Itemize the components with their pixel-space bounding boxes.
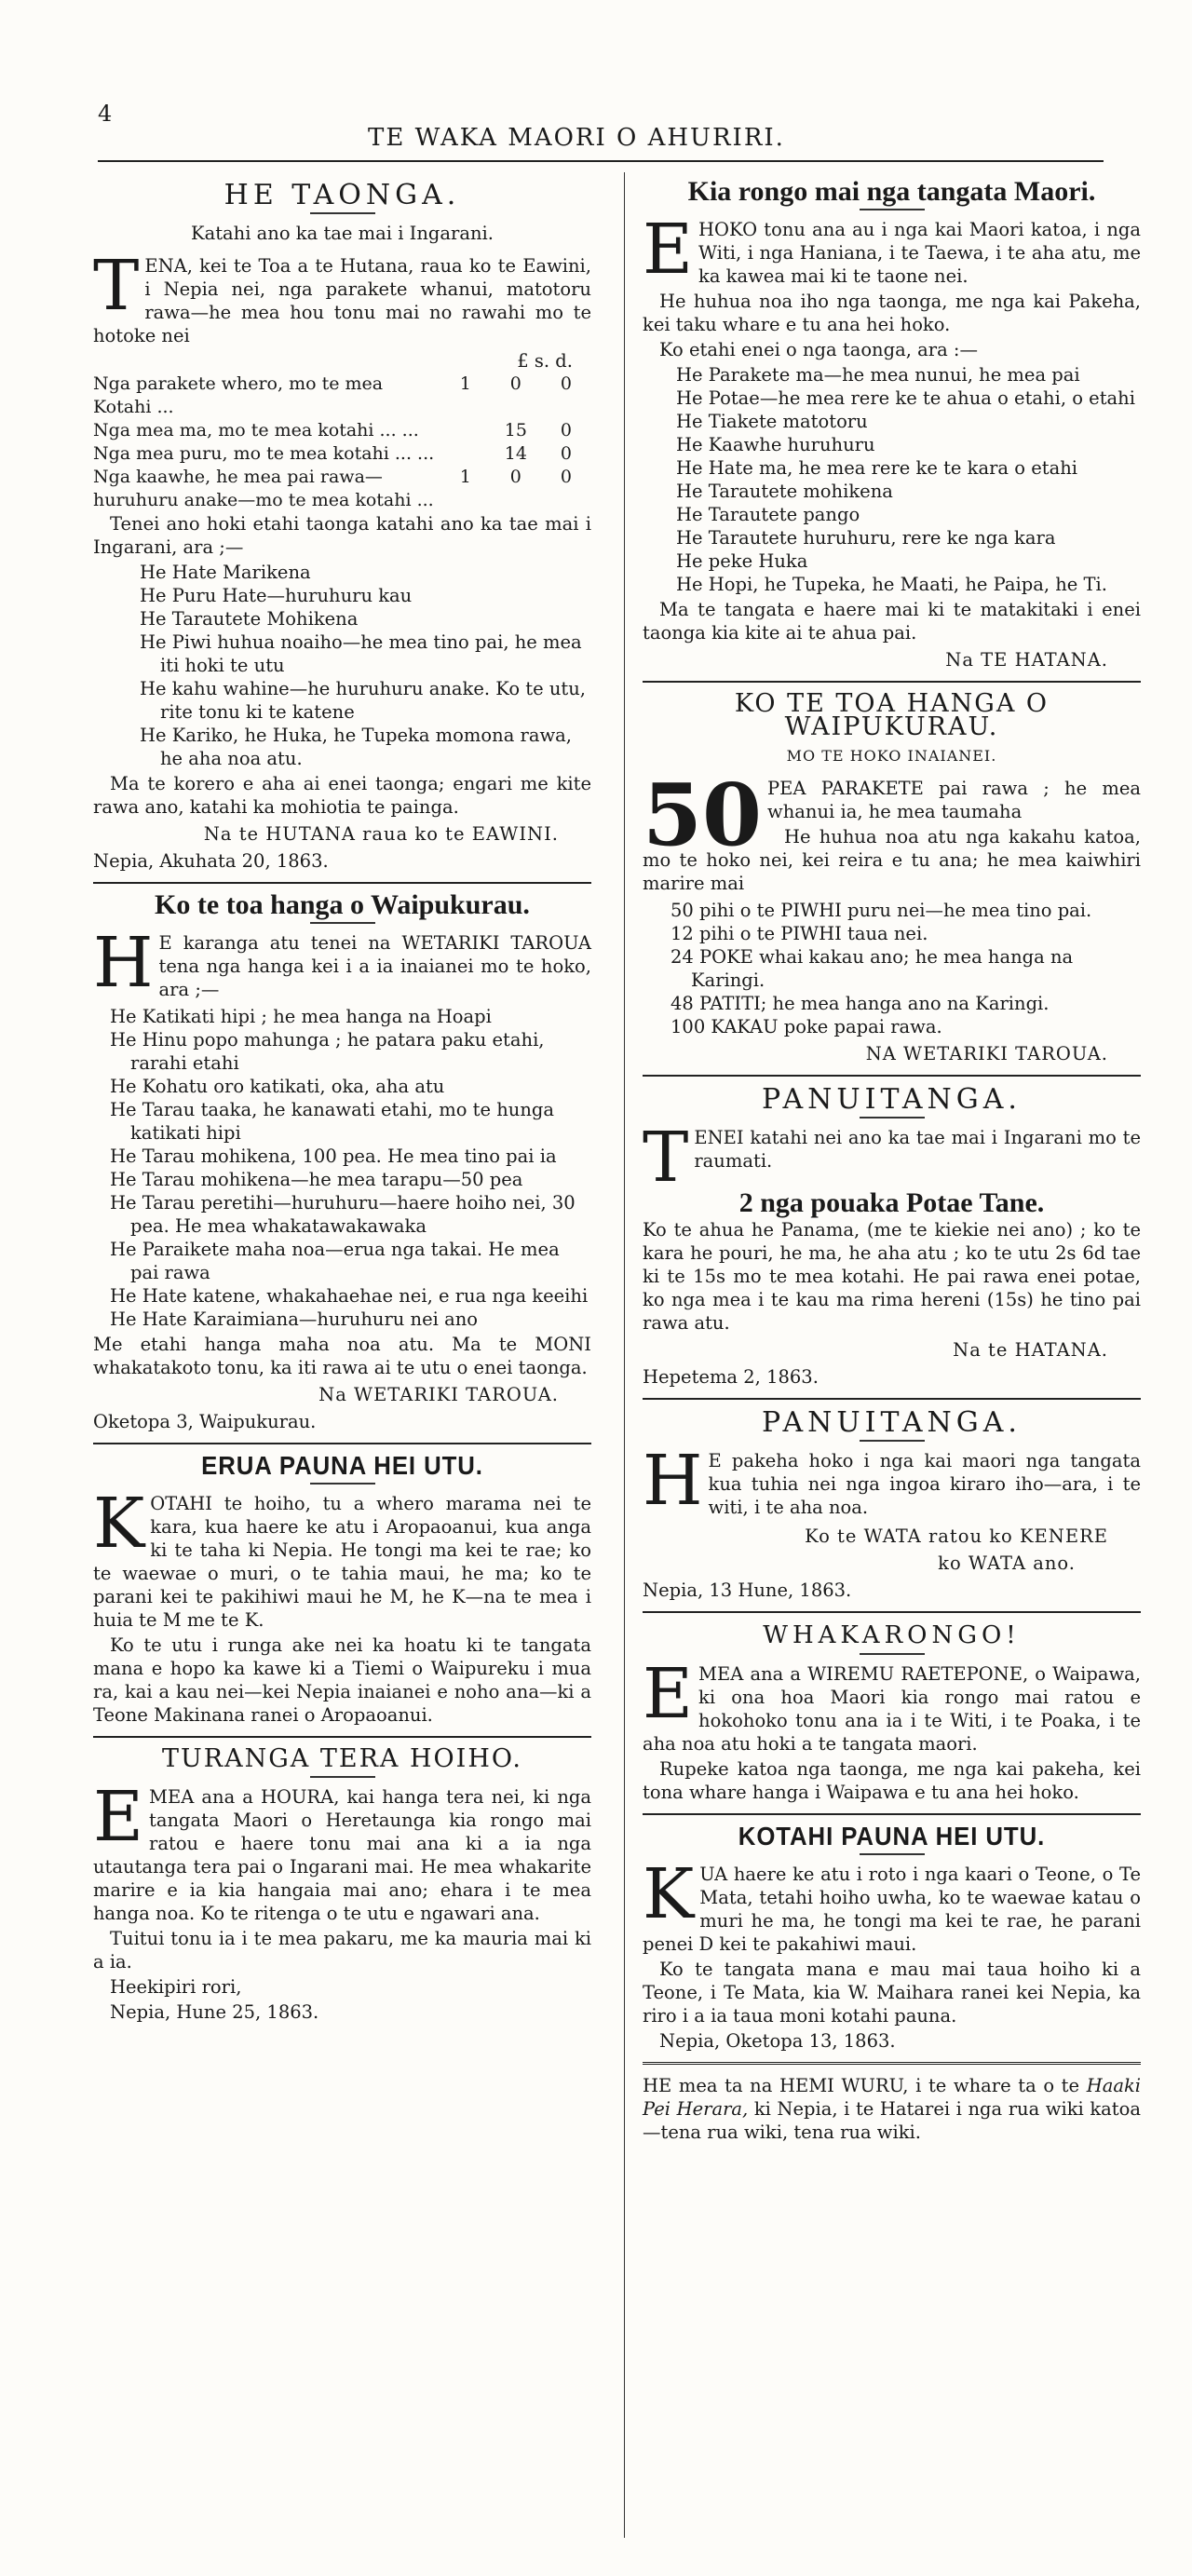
dateline: Oketopa 3, Waipukurau. bbox=[93, 1411, 317, 1432]
article-title: KOTAHI PAUNA HEI UTU. bbox=[738, 1822, 1046, 1851]
right-column bbox=[643, 172, 1141, 2146]
title-rule bbox=[310, 922, 375, 924]
drop-cap: T bbox=[93, 246, 140, 326]
running-head: TE WAKA MAORI O AHURIRI. bbox=[368, 124, 785, 152]
price-table bbox=[93, 373, 591, 512]
list-item: He Tarau mohikena, 100 pea. He mea tino pai ia bbox=[110, 1146, 557, 1167]
list-item: He Tarautete Mohikena bbox=[140, 608, 359, 630]
list-item: 100 KAKAU poke papai rawa. bbox=[670, 1016, 942, 1037]
imprint-rule bbox=[643, 2062, 1141, 2065]
list-item: He Tarautete huruhuru, rere ke nga kara bbox=[676, 527, 1056, 549]
list-item: 24 POKE whai kakau ano; he mea hanga na Karingi. bbox=[670, 946, 1074, 991]
page-number: 4 bbox=[98, 101, 113, 127]
list-item: He Hopi, he Tupeka, he Maati, he Paipa, he Ti. bbox=[676, 574, 1107, 595]
article-intro: ENEI katahi nei ano ka tae mai i Ingarani mo te raumati. bbox=[694, 1127, 1141, 1172]
title-rule bbox=[310, 212, 375, 214]
list-item: He Parakete ma—he mea nunui, he mea pai bbox=[676, 364, 1080, 386]
article-title: PANUITANGA. bbox=[762, 1406, 1022, 1439]
signature: NA WETARIKI TAROUA. bbox=[865, 1043, 1108, 1064]
article-subtitle: Katahi ano ka tae mai i Ingarani. bbox=[191, 223, 494, 244]
article-para: Tuitui tonu ia i te mea pakaru, me ka mauria mai ki a ia. bbox=[93, 1928, 591, 1973]
list-item: He peke Huka bbox=[676, 550, 808, 572]
article-para: Ma te tangata e haere mai ki te matakitaki i enei taonga kia kite ai te ahua pai. bbox=[643, 599, 1141, 644]
article-subtitle: MO TE HOKO INAIANEI. bbox=[786, 747, 997, 765]
article-para: He huhua noa atu nga kakahu katoa, mo te hoko nei, kei reira e tu ana; he mea kaiwhiri marire mai bbox=[643, 826, 1141, 894]
left-column bbox=[93, 172, 591, 2029]
list-item: 12 pihi o te PIWHI taua nei. bbox=[670, 923, 928, 944]
drop-cap: H bbox=[93, 923, 154, 1003]
list-item: He Hate Karaimiana—huruhuru nei ano bbox=[110, 1308, 479, 1330]
section-rule bbox=[643, 681, 1141, 683]
list-item: He Hate ma, he mea rere ke te kara o etahi bbox=[676, 457, 1077, 479]
dateline: Nepia, 13 Hune, 1863. bbox=[643, 1579, 852, 1601]
article-title: KO TE TOA HANGA O WAIPUKURAU. bbox=[734, 689, 1050, 741]
title-rule bbox=[310, 1776, 375, 1778]
section-rule bbox=[643, 1611, 1141, 1613]
list-item: He Tarau taaka, he kanawati etahi, mo te hunga katikati hipi bbox=[110, 1099, 554, 1144]
list-item: He Tarau peretihi—huruhuru—haere hoiho nei, 30 pea. He mea whakatawakawaka bbox=[110, 1192, 576, 1237]
list-item: He Piwi huhua noaiho—he mea tino pai, he mea iti hoki te utu bbox=[140, 631, 582, 676]
article-title: PANUITANGA. bbox=[762, 1083, 1022, 1116]
article-toa-hanga-waipukurau bbox=[643, 689, 1141, 1065]
article-para: Me etahi hanga maha noa atu. Ma te MONI whakatakoto tonu, ka iti rawa ai te utu o enei taonga. bbox=[93, 1334, 591, 1378]
item-list bbox=[140, 561, 591, 770]
drop-cap: E bbox=[93, 1777, 144, 1857]
signature: Na te HATANA. bbox=[953, 1339, 1108, 1361]
list-item: He Hate katene, whakahaehae nei, e rua nga keeihi bbox=[110, 1285, 589, 1307]
dateline: Nepia, Hune 25, 1863. bbox=[110, 2001, 319, 2023]
title-rule bbox=[860, 1440, 925, 1442]
article-title: HE TAONGA. bbox=[224, 179, 461, 211]
section-rule bbox=[93, 882, 591, 884]
price-row: Nga mea ma, mo te mea kotahi ... ... 15 0 bbox=[93, 420, 572, 441]
list-item: He Hinu popo mahunga ; he patara paku etahi, rarahi etahi bbox=[110, 1029, 545, 1074]
title-rule bbox=[860, 1653, 925, 1655]
title-rule bbox=[860, 209, 925, 210]
article-para: Rupeke katoa nga taonga, me nga kai pakeha, kei tona whare hanga i Waipawa e tu ana hei hoko. bbox=[643, 1758, 1141, 1803]
item-list bbox=[110, 1005, 591, 1331]
section-rule bbox=[93, 1736, 591, 1738]
list-item: He Tarautete pango bbox=[676, 504, 860, 525]
article-intro: MEA ana a WIREMU RAETEPONE, o Waipawa, ki ona hoa Maori kia rongo mai ratou e hokohoko tonu ana ia i te Witi, i te Poaka, i te aha noa atu hoki a te tangata maori. bbox=[643, 1663, 1141, 1755]
article-intro: PEA PARAKETE pai rawa ; he mea whanui ia, he mea taumaha bbox=[767, 778, 1141, 822]
article-intro: ENA, kei te Toa a te Hutana, raua ko te Eawini, i Nepia nei, nga parakete whanui, matotoru rawa—he mea hou tonu mai no rawahi mo te hotoke nei bbox=[93, 255, 591, 346]
article-para: Ko te utu i runga ake nei ka hoatu ki te tangata mana e hopo ka kawe ki a Tiemi o Waipureku i mua ra, kai a kau nei—kei Nepia inaianei e noho ana—ki a Teone Makinana ranei o Aropaoanui. bbox=[93, 1634, 591, 1726]
signature: Ko te WATA ratou ko KENERE bbox=[805, 1525, 1108, 1547]
list-item: He Tiakete matotoru bbox=[676, 411, 868, 432]
article-intro: E karanga atu tenei na WETARIKI TAROUA tena nga hanga kei i a ia inaianei mo te hoko, ara ;— bbox=[158, 932, 591, 1000]
drop-cap: K bbox=[93, 1484, 145, 1564]
item-list bbox=[670, 899, 1141, 1038]
article-para: Ko etahi enei o nga taonga, ara :— bbox=[659, 339, 978, 360]
drop-cap: 50 bbox=[643, 765, 763, 865]
article-kotahi-pauna bbox=[643, 1824, 1141, 2053]
list-item: He Kaawhe huruhuru bbox=[676, 434, 875, 455]
article-para: Ko te tangata mana e mau mai taua hoiho ki a Teone, i Te Mata, kia W. Maihara ranei kei Nepia, ka riro i a ia taua moni kotahi pauna. bbox=[643, 1959, 1141, 2027]
item-list bbox=[676, 363, 1141, 596]
imprint bbox=[643, 2074, 1141, 2144]
list-item: He Kariko, he Huka, he Tupeka momona rawa, he aha noa atu. bbox=[140, 725, 572, 769]
signature: Na TE HATANA. bbox=[945, 649, 1108, 671]
list-item: He kahu wahine—he huruhuru anake. Ko te utu, rite tonu ki te katene bbox=[140, 678, 586, 723]
list-item: He Tarau mohikena—he mea tarapu—50 pea bbox=[110, 1169, 523, 1190]
list-item: He Paraikete maha noa—erua nga takai. He mea pai rawa bbox=[110, 1239, 560, 1283]
article-title: Ko te toa hanga o Waipukurau. bbox=[155, 889, 530, 920]
article-para: Ko te ahua he Panama, (me te kiekie nei ano) ; ko te kara he pouri, he ma, he aha atu ; ko te utu 2s 6d tae ki te 15s mo te mea kotahi. He pai rawa enei potae, ko nga mea i te kau ma rima hereni (15s) he tino pai rawa atu. bbox=[643, 1219, 1141, 1334]
price-column-head: £ s. d. bbox=[517, 350, 573, 372]
article-intro: OTAHI te hoiho, tu a whero marama nei te kara, kua haere ke atu i Aropaoanui, kua anga ki te taha ki Nepia. He tongi ma kei te rae; ko te waewae o muri, o te tahia maui, he ma; ko te parani kei te pakihiwi maui he M, he K—na te mea i huia te M me te K. bbox=[93, 1493, 591, 1631]
drop-cap: K bbox=[643, 1854, 695, 1934]
address: Heekipiri rori, bbox=[110, 1976, 242, 1998]
head-rule bbox=[98, 160, 1104, 162]
section-rule bbox=[643, 1075, 1141, 1077]
article-intro: UA haere ke atu i roto i nga kaari o Teone, o Te Mata, tetahi hoiho uwha, ko te waewae katau o muri he ma, he tongi ma kei te rae, he parani penei D kei te pakahiwi maui. bbox=[643, 1864, 1141, 1955]
title-rule bbox=[860, 1853, 925, 1855]
article-whakarongo bbox=[643, 1621, 1141, 1804]
dateline: Nepia, Oketopa 13, 1863. bbox=[659, 2030, 896, 2052]
list-item: He Potae—he mea rere ke te ahua o etahi, o etahi bbox=[676, 387, 1135, 409]
imprint-text-end: ki Nepia, i te Hatarei i nga rua wiki katoa—tena rua wiki, tena rua wiki. bbox=[643, 2098, 1141, 2143]
list-item: He Puru Hate—huruhuru kau bbox=[140, 585, 413, 606]
imprint-paper-name: Haaki Pei Herara, bbox=[643, 2075, 1141, 2120]
price-row: Nga kaawhe, he mea pai rawa—huruhuru anake—mo te mea kotahi ... 1 0 0 bbox=[93, 467, 572, 510]
article-panuitanga-2 bbox=[643, 1406, 1141, 1602]
section-rule bbox=[93, 1443, 591, 1444]
article-title: ERUA PAUNA HEI UTU. bbox=[201, 1451, 483, 1480]
price-row: Nga mea puru, mo te mea kotahi ... ... 14 0 bbox=[93, 443, 572, 464]
article-title: WHAKARONGO! bbox=[763, 1621, 1021, 1649]
section-rule bbox=[643, 1813, 1141, 1815]
list-item: He Tarautete mohikena bbox=[676, 481, 893, 502]
column-divider bbox=[624, 172, 625, 2538]
article-para: He huhua noa iho nga taonga, me nga kai Pakeha, kei taku whare e tu ana hei hoko. bbox=[643, 291, 1141, 335]
article-toa-waipukurau bbox=[93, 889, 591, 1433]
article-intro: E pakeha hoko i nga kai maori nga tangata kua tuhia nei nga ingoa kiraro iho—ara, i te witi, i te aha noa. bbox=[708, 1450, 1141, 1518]
drop-cap: E bbox=[643, 210, 694, 290]
drop-cap: E bbox=[643, 1654, 694, 1734]
article-title: Kia rongo mai nga tangata Maori. bbox=[687, 176, 1096, 207]
title-rule bbox=[310, 1483, 375, 1485]
signature-line-2: ko WATA ano. bbox=[938, 1552, 1076, 1574]
dateline: Nepia, Akuhata 20, 1863. bbox=[93, 850, 329, 872]
article-kia-rongo bbox=[643, 176, 1141, 671]
signature: Na te HUTANA raua ko te EAWINI. bbox=[203, 823, 559, 845]
article-title: TURANGA TERA HOIHO. bbox=[161, 1744, 523, 1773]
price-row: Nga parakete whero, mo te mea Kotahi ... 1 0 0 bbox=[93, 373, 572, 417]
list-item: 48 PATITI; he mea hanga ano na Karingi. bbox=[670, 993, 1050, 1014]
signature: Na WETARIKI TAROUA. bbox=[318, 1384, 559, 1405]
list-item: He Hate Marikena bbox=[140, 562, 311, 583]
article-intro: MEA ana a HOURA, kai hanga tera nei, ki nga tangata Maori o Heretaunga kia rongo mai ratou e haere tonu mai ana ki a ia nga utautanga tera pai o Ingarani mai. He mea whakarite marire e ia kia hangaia mai ano; ehara i te mea hanga noa. Ko te ritenga o te utu e ngawari ana. bbox=[93, 1786, 591, 1924]
title-rule bbox=[860, 1117, 925, 1119]
article-panuitanga-1 bbox=[643, 1083, 1141, 1389]
article-intro: HOKO tonu ana au i nga kai Maori katoa, i nga Witi, i nga Haniana, i te Taewa, i te aha atu, me ka kawea mai ki te taone nei. bbox=[698, 219, 1141, 287]
list-item: He Kohatu oro katikati, oka, aha atu bbox=[110, 1076, 445, 1097]
list-item: 50 pihi o te PIWHI puru nei—he mea tino pai. bbox=[670, 900, 1092, 921]
list-item: He Katikati hipi ; he mea hanga na Hoapi bbox=[110, 1006, 492, 1027]
article-he-taonga bbox=[93, 179, 591, 873]
drop-cap: T bbox=[643, 1118, 689, 1198]
imprint-text: HE mea ta na HEMI WURU, i te whare ta o te bbox=[643, 2075, 1080, 2096]
article-turanga-tera bbox=[93, 1744, 591, 2024]
section-rule bbox=[643, 1398, 1141, 1400]
article-para: Ma te korero e aha ai enei taonga; engari me kite rawa ano, katahi ka mohiotia te painga. bbox=[93, 773, 591, 818]
notice-headline: 2 nga pouaka Potae Tane. bbox=[738, 1187, 1045, 1218]
article-erua-pauna bbox=[93, 1451, 591, 1727]
drop-cap: H bbox=[643, 1441, 703, 1521]
dateline: Hepetema 2, 1863. bbox=[643, 1366, 819, 1388]
article-para: Tenei ano hoki etahi taonga katahi ano ka tae mai i Ingarani, ara ;— bbox=[93, 513, 591, 558]
